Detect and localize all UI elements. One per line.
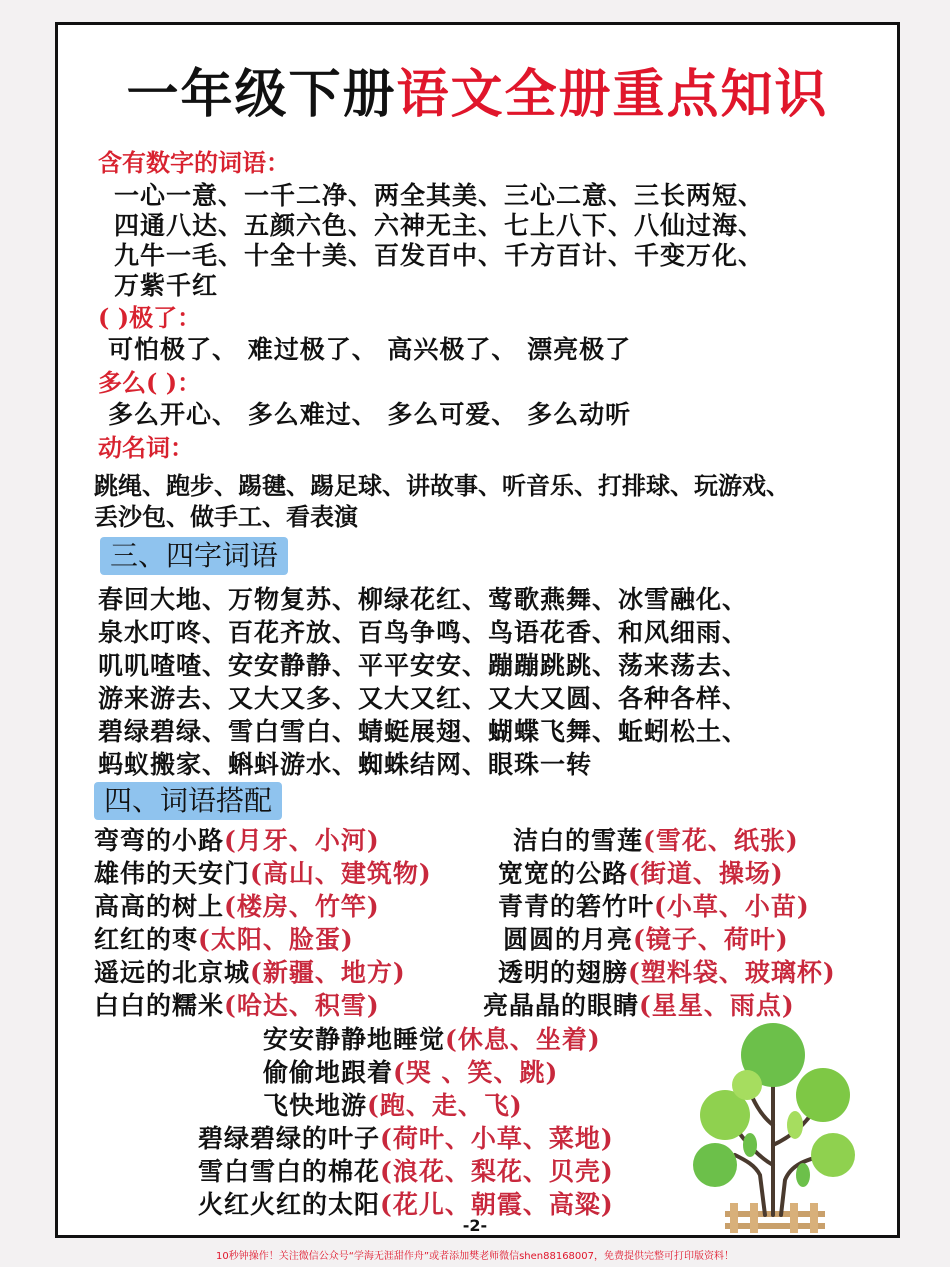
dongming-heading: 动名词： <box>98 433 194 462</box>
pair-left-3: 高高的树上(楼房、竹竿) <box>94 892 380 921</box>
title-red: 语文全册重点知识 <box>396 65 829 125</box>
tree-illustration <box>685 1015 860 1235</box>
sizi-line-5: 碧绿碧绿、雪白雪白、蜻蜓展翅、蝴蝶飞舞、蚯蚓松土、 <box>98 717 749 746</box>
pair-left-5: 遥远的北京城(新疆、地方) <box>94 958 406 987</box>
numbers-line-4: 万紫千红 <box>114 271 219 300</box>
numbers-heading: 含有数字的词语： <box>98 148 290 177</box>
pair-center-6: 火红火红的太阳(花儿、朝霞、高粱) <box>198 1190 614 1219</box>
pair-center-2: 偷偷地跟着(哭 、笑、跳) <box>263 1058 559 1087</box>
title-black: 一年级下册 <box>126 65 397 125</box>
sizi-line-4: 游来游去、又大又多、又大又红、又大又圆、各种各样、 <box>98 684 749 713</box>
duome-line: 多么开心、 多么难过、 多么可爱、 多么动听 <box>108 400 632 429</box>
footer-note: 10秒钟操作！关注微信公众号“学海无涯甜作舟”或者添加樊老师微信shen88168007，免费提供完整可打印版资料！ <box>215 1251 735 1262</box>
pair-right-6: 亮晶晶的眼睛(星星、雨点) <box>483 991 795 1020</box>
numbers-line-1: 一心一意、一千二净、两全其美、三心二意、三长两短、 <box>114 181 765 210</box>
pair-center-1: 安安静静地睡觉(休息、坐着) <box>263 1025 601 1054</box>
pair-center-4: 碧绿碧绿的叶子(荷叶、小草、菜地) <box>198 1124 614 1153</box>
pair-left-4: 红红的枣(太阳、脸蛋) <box>94 925 354 954</box>
dongming-line-1: 跳绳、跑步、踢毽、踢足球、讲故事、听音乐、打排球、玩游戏、 <box>94 471 790 500</box>
numbers-line-2: 四通八达、五颜六色、六神无主、七上八下、八仙过海、 <box>114 211 765 240</box>
sizi-line-6: 蚂蚁搬家、蝌蚪游水、蜘蛛结网、眼珠一转 <box>98 750 593 779</box>
dapei-heading: 四、词语搭配 <box>94 782 282 820</box>
dongming-line-2: 丢沙包、做手工、看表演 <box>94 502 358 531</box>
numbers-line-3: 九牛一毛、十全十美、百发百中、千方百计、千变万化、 <box>114 241 765 270</box>
jile-heading: ( )极了： <box>98 303 202 332</box>
sizi-line-1: 春回大地、万物复苏、柳绿花红、莺歌燕舞、冰雪融化、 <box>98 585 749 614</box>
pair-right-3: 青青的箬竹叶(小草、小苗) <box>498 892 810 921</box>
sizi-line-3: 叽叽喳喳、安安静静、平平安安、蹦蹦跳跳、荡来荡去、 <box>98 651 749 680</box>
pair-right-1: 洁白的雪莲(雪花、纸张) <box>513 826 799 855</box>
page-number: -2- <box>462 1216 488 1235</box>
page-title <box>58 65 897 125</box>
duome-heading: 多么( )： <box>98 368 202 397</box>
pair-left-6: 白白的糯米(哈达、积雪) <box>94 991 380 1020</box>
pair-center-5: 雪白雪白的棉花(浪花、梨花、贝壳) <box>198 1157 614 1186</box>
pair-center-3: 飞快地游(跑、走、飞) <box>263 1091 523 1120</box>
pair-right-2: 宽宽的公路(街道、操场) <box>498 859 784 888</box>
pair-left-2: 雄伟的天安门(高山、建筑物) <box>94 859 432 888</box>
sizi-heading: 三、四字词语 <box>100 537 288 575</box>
pair-right-4: 圆圆的月亮(镜子、荷叶) <box>503 925 789 954</box>
jile-line: 可怕极了、 难过极了、 高兴极了、 漂亮极了 <box>108 335 632 364</box>
pair-left-1: 弯弯的小路(月牙、小河) <box>94 826 380 855</box>
pair-right-5: 透明的翅膀(塑料袋、玻璃杯) <box>498 958 836 987</box>
sizi-line-2: 泉水叮咚、百花齐放、百鸟争鸣、鸟语花香、和风细雨、 <box>98 618 749 647</box>
